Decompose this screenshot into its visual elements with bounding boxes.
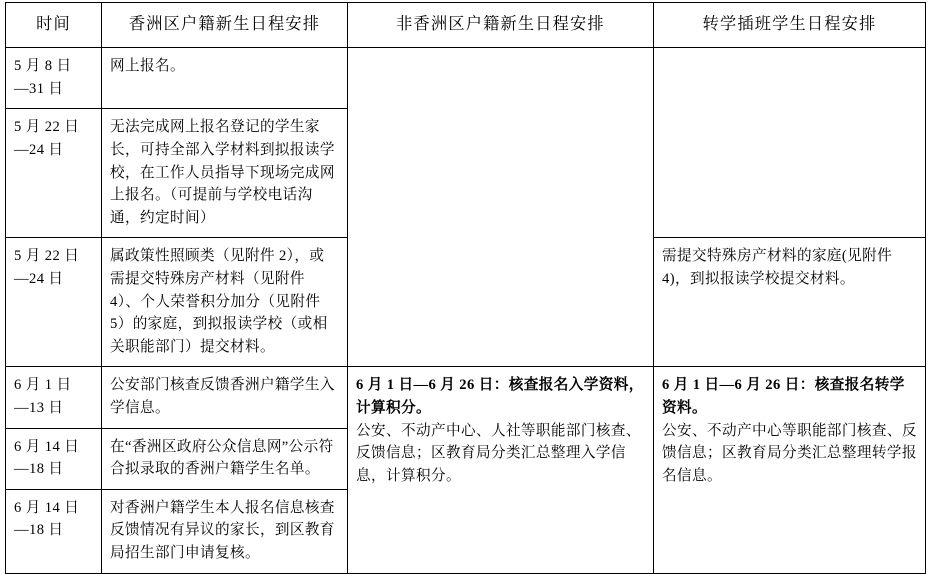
transfer-verification-body: 公安、不动产中心等职能部门核查、反馈信息；区教育局分类汇总整理转学报名信息。	[662, 422, 917, 484]
column-header-nonlocal-students: 非香洲区户籍新生日程安排	[348, 3, 654, 48]
time-line-2: —24 日	[14, 270, 64, 287]
time-line-2: —13 日	[14, 400, 64, 417]
time-line-2: —18 日	[14, 522, 64, 539]
time-line-1: 5 月 22 日	[14, 248, 80, 265]
transfer-verification-title: 6 月 1 日—6 月 26 日：核查报名转学资料。	[662, 377, 905, 417]
time-line-1: 5 月 22 日	[14, 119, 80, 136]
cell-nonlocal-row1-merged	[348, 48, 654, 367]
cell-onsite-registration-note: 无法完成网上报名登记的学生家长，可持全部入学材料到拟报读学校，在工作人员指导下现场完成网上报名。（可提前与学校电话沟通，约定时间）	[102, 109, 348, 238]
table-row	[6, 48, 926, 109]
time-cell	[6, 48, 102, 109]
time-cell	[6, 109, 102, 238]
cell-review-application: 对香洲户籍学生本人报名信息核查反馈情况有异议的家长，到区教育局招生部门申请复核。	[102, 489, 348, 573]
table-header-row	[6, 3, 926, 48]
time-line-2: —31 日	[14, 80, 64, 97]
nonlocal-verification-title: 6 月 1 日—6 月 26 日：核查报名入学资料，计算积分。	[356, 377, 644, 417]
time-cell	[6, 428, 102, 489]
nonlocal-verification-body: 公安、不动产中心、人社等职能部门核查、反馈信息；区教育局分类汇总整理入学信息，计算积分。	[356, 422, 641, 484]
cell-local-online-registration: 网上报名。	[102, 48, 348, 109]
time-cell	[6, 367, 102, 428]
time-line-1: 6 月 14 日	[14, 499, 80, 516]
document-page	[0, 2, 933, 562]
table-header	[6, 3, 926, 48]
table-row	[6, 367, 926, 428]
time-line-1: 6 月 1 日	[14, 377, 72, 394]
schedule-table	[5, 2, 926, 574]
cell-transfer-verification	[654, 367, 926, 573]
time-cell	[6, 238, 102, 367]
column-header-local-students: 香洲区户籍新生日程安排	[102, 3, 348, 48]
cell-police-verification: 公安部门核查反馈香洲户籍学生入学信息。	[102, 367, 348, 428]
time-line-1: 5 月 8 日	[14, 58, 72, 75]
cell-transfer-row1-merged	[654, 48, 926, 238]
cell-nonlocal-verification	[348, 367, 654, 573]
time-line-1: 6 月 14 日	[14, 438, 80, 455]
cell-public-notice-list: 在“香洲区政府公众信息网”公示符合拟录取的香洲户籍学生名单。	[102, 428, 348, 489]
table-body	[6, 48, 926, 574]
column-header-time: 时间	[6, 3, 102, 48]
time-line-2: —24 日	[14, 141, 64, 158]
column-header-transfer-students: 转学插班学生日程安排	[654, 3, 926, 48]
time-line-2: —18 日	[14, 461, 64, 478]
cell-local-material-submission: 属政策性照顾类（见附件 2），或需提交特殊房产材料（见附件 4）、个人荣誉积分加分（见附件 5）的家庭，到拟报读学校（或相关职能部门）提交材料。	[102, 238, 348, 367]
cell-transfer-material-submission: 需提交特殊房产材料的家庭(见附件 4)，到拟报读学校提交材料。	[654, 238, 926, 367]
